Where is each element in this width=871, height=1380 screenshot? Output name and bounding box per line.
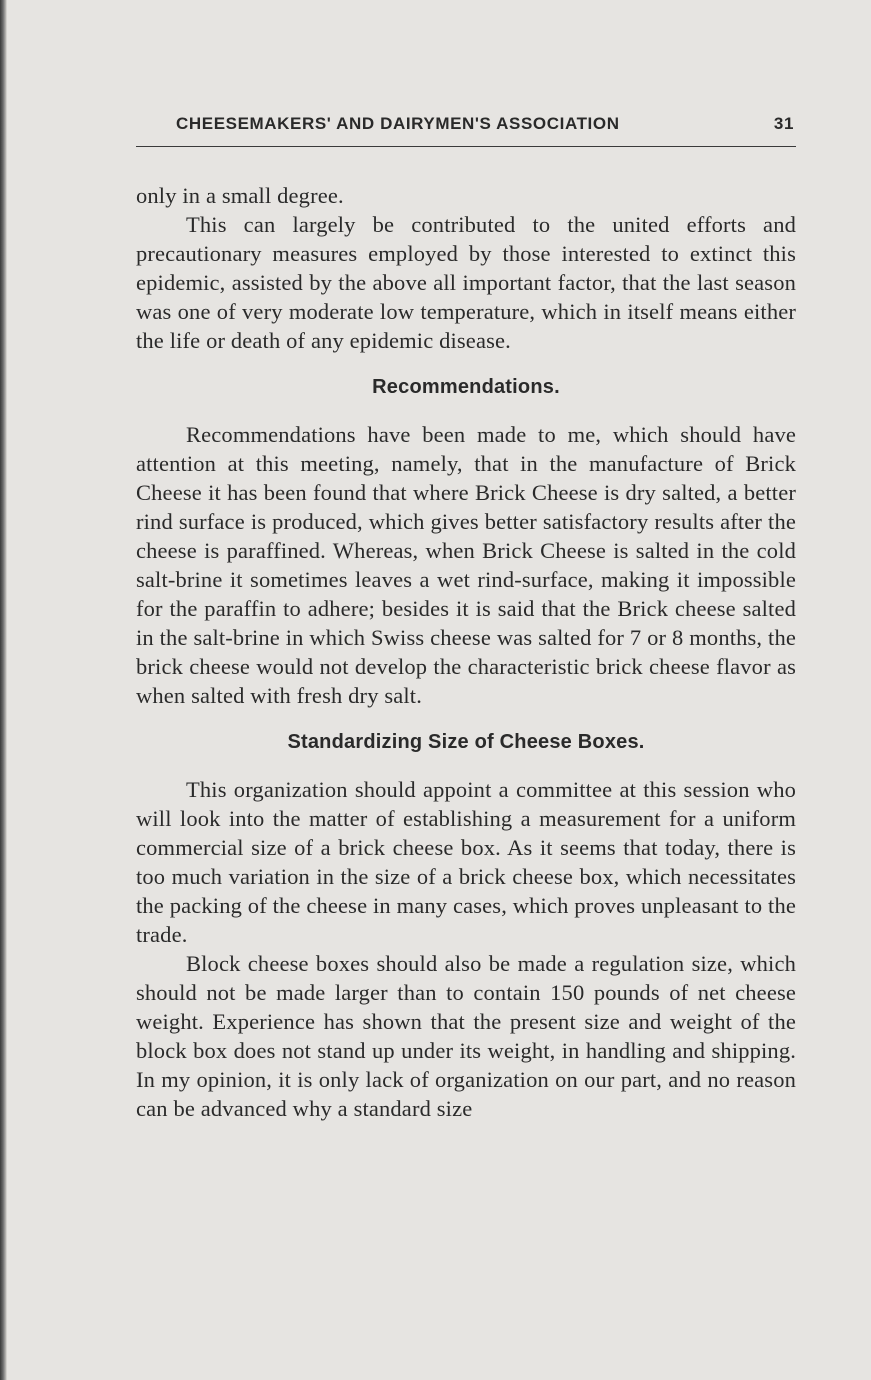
page-number: 31 [773,114,794,133]
section-heading-recommendations: Recommendations. [372,376,560,398]
paragraph-continuation: only in a small degree. [136,183,344,208]
header-rule [136,146,796,147]
running-header [136,110,796,138]
page-binding-edge [0,0,7,1380]
body-text [136,181,796,1123]
paragraph: Recommendations have been made to me, which should have attention at this meeting, namely, that in the manufacture of Brick Cheese it has been found that where Brick Cheese is dry salted, a better rind surface is produced, which gives better satisfactory results after the cheese is paraffined. Whereas, when Brick Cheese is salted in the cold salt-brine it sometimes leaves a wet rind-surface, making it impossible for the paraffin to adhere; besides it is said that the Brick cheese salted in the salt-brine in which Swiss cheese was salted for 7 or 8 months, the brick cheese would not develop the characteristic brick cheese flavor as when salted with fresh dry salt. [136,422,796,708]
paragraph: This organization should appoint a committee at this session who will look into the matter of establishing a measurement for a uniform commercial size of a brick cheese box. As it seems that today, there is too much variation in the size of a brick cheese box, which necessitates the packing of the cheese in many cases, which proves unpleasant to the trade. [136,777,796,947]
section-heading-standardizing: Standardizing Size of Cheese Boxes. [287,731,645,753]
paragraph: Block cheese boxes should also be made a regulation size, which should not be made larger than to contain 150 pounds of net cheese weight. Experience has shown that the present size and weight of the block box does not stand up under its weight, in handling and shipping. In my opinion, it is only lack of organization on our part, and no reason can be advanced why a standard size [136,951,796,1121]
running-title: CHEESEMAKERS' AND DAIRYMEN'S ASSOCIATION [176,114,620,133]
paragraph: This can largely be contributed to the united efforts and precautionary measures employed by those interested to extinct this epidemic, assisted by the above all important factor, that the last season was one of very moderate low temperature, which in itself means either the life or death of any epidemic disease. [136,212,796,353]
book-page [136,110,796,1123]
